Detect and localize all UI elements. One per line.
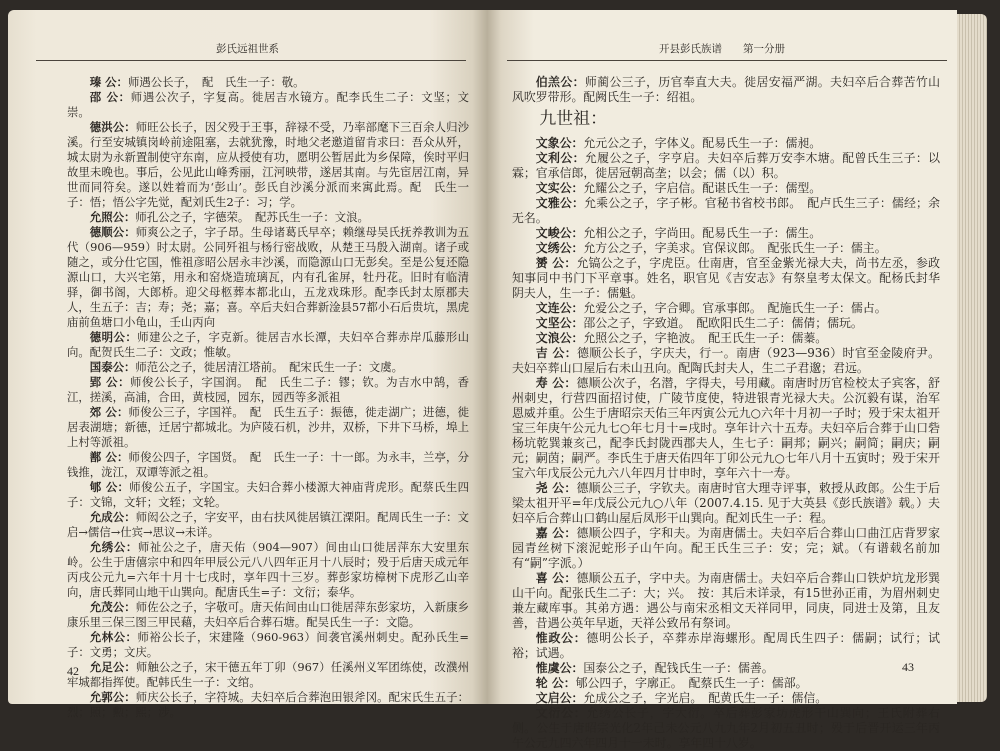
- ancestor-name: 瑧 公：: [89, 75, 128, 89]
- ancestor-name: 允郭公：: [89, 690, 136, 704]
- ancestor-name: 惟政公：: [535, 631, 587, 645]
- genealogy-entry: [67, 660, 469, 690]
- entry-text: 德顺公次子，名潜，字得夫，号用藏。南唐时历官检校太子宾客，舒州刺史，行营四面招讨使，广陵节度使，特进银青光禄大夫。公沉毅有谋，治军恩威并重。公生于唐昭宗天佑三年丙寅公元九○六年十月初一子时；殁于宋太祖开宝三年庚午公元九七○年七月十=戌时。享年计六十五寿。夫妇卒后合葬于山口砦杨坑乾巽兼亥己，配李氏封陇西郡夫人，生七子：嗣邦；嗣兴；嗣简；嗣庆；嗣元；嗣茵；嗣严。李氏生于唐天佑四年丁卯公元九○七年八月十五寅时；殁于宋开宝六年戊辰公元九六八年四月廿申时，享年六十一寿。: [512, 376, 940, 480]
- genealogy-entry: [512, 316, 940, 331]
- ancestor-name: 允成公：: [89, 510, 136, 524]
- genealogy-entry: [512, 301, 940, 316]
- entry-text: 德顺公四子，字和夫。为南唐儒士。夫妇卒后合葬山口曲江店背罗家园青丝树下滚泥蛇形子山午向。配王氏生三子：安；完；斌。（有谱载名前加有“嗣”字派。）: [512, 526, 940, 570]
- entry-text: 师遇公长子， 配 氏生一子：敬。: [127, 75, 305, 89]
- genealogy-entry: [67, 330, 469, 360]
- genealogy-entry: [512, 75, 940, 105]
- genealogy-entry: [67, 375, 469, 405]
- ancestor-name: 允照公：: [89, 210, 136, 224]
- ancestor-name: 邵 公：: [89, 90, 131, 104]
- ancestor-name: 国泰公：: [89, 360, 136, 374]
- genealogy-entry: [512, 526, 940, 571]
- ancestor-name: 允绣公：: [89, 540, 138, 554]
- running-header: 开县彭氏族谱 第一分册: [659, 43, 785, 55]
- ancestor-name: 文峻公：: [535, 226, 584, 240]
- ancestor-name: 鄯 公：: [89, 450, 129, 464]
- header-rule: [507, 60, 947, 61]
- ancestor-name: 尧 公：: [535, 481, 577, 495]
- genealogy-entry: [512, 376, 940, 481]
- ancestor-name: 文实公：: [535, 181, 584, 195]
- genealogy-entry: [512, 331, 940, 346]
- ancestor-name: 郢 公：: [89, 375, 130, 389]
- ancestor-name: 文雅公：: [535, 196, 585, 210]
- entry-text: 德明公长子，卒葬赤岸海螺形。配周氏生四子：儒嗣；试行；试裕；试遇。: [512, 631, 940, 660]
- genealogy-entry: [67, 210, 469, 225]
- entry-text: 允照公之子，字艳波。 配王氏生一子：儒蓁。: [583, 331, 828, 345]
- page-body: [67, 75, 469, 720]
- ancestor-name: 文利公：: [535, 151, 585, 165]
- entry-text: 师旺公长子，因父殁于王事，辞禄不受，乃率部麾下三百余人归沙溪。行至安城镇岗岭前途阻塞，去就犹豫，时地父老邀道留肯求曰：吾众从歼，城太尉为永新置制使守东南，应从授使有功，愿明公暂居此为乡保障，俟时平归故里未晚也。事后，公见此山峰秀丽，江河映带，遂居其南。与先宦居江南，异世而同符矣。遂以姓着而为‘彭山’。彭氏自沙溪分派而来寓此焉。配 氏生一子：悟；悟公字先觉，配刘氏生2子：习；学。: [67, 120, 469, 209]
- genealogy-entry: [512, 226, 940, 241]
- ancestor-name: 允足公：: [89, 660, 136, 674]
- entry-text: 师俊公长子，字国润。 配 氏生二子：镠；钦。为吉水中鹄，香江，搓溪，高浦，合田，黄枝园，园东，园西等多派祖: [67, 375, 469, 404]
- ancestor-name: 寿 公：: [535, 376, 577, 390]
- genealogy-entry: [512, 256, 940, 301]
- ancestor-name: 文绣公：: [535, 241, 584, 255]
- genealogy-entry: [67, 510, 469, 540]
- genealogy-entry: [67, 75, 469, 90]
- entry-text: 允履公之子，字亨启。夫妇卒后葬万安李木塘。配曾氏生三子：以霖；官承信郎，徙居冠朝高垄；以会；儒（以）积。: [512, 151, 940, 180]
- genealogy-entry: [67, 405, 469, 450]
- entry-text: 允元公之子，字体义。配易氏生一子：儒昶。: [583, 136, 822, 150]
- entry-text: 允相公之子，字尚田。配易氏生一子：儒生。: [583, 226, 822, 240]
- entry-text: 允爱公之子，字合卿。官承事郎。 配施氏生一子：儒占。: [583, 301, 887, 315]
- ancestor-name: 文衍公：: [535, 706, 587, 720]
- ancestor-name: 文浪公：: [535, 331, 584, 345]
- ancestor-name: 德明公：: [89, 330, 138, 344]
- entry-text: 师孔公之子，字德荣。 配苏氏生一子：文浪。: [135, 210, 369, 224]
- entry-text: 师佐公之子，字敬可。唐天佑间由山口徙居萍东彭家坊，入新康乡康乐里三保三图三甲民藉，夫妇卒后合葬石塘。配吴氏生一子：文隐。: [67, 600, 469, 629]
- left-page: [8, 10, 487, 719]
- ancestor-name: 惟虞公：: [535, 661, 584, 675]
- entry-text: 师裕公长子，宋建隆（960-963）间袭官溪州刺史。配孙氏生=子：文勇；文庆。: [67, 630, 469, 659]
- ancestor-name: 吉 公：: [535, 346, 577, 360]
- genealogy-entry: [512, 571, 940, 631]
- genealogy-entry: [512, 151, 940, 181]
- entry-text: 允耀公之子，字启信。配谌氏生一子：儒型。: [583, 181, 822, 195]
- genealogy-entry: [512, 196, 940, 226]
- ancestor-name: 允林公：: [89, 630, 138, 644]
- entry-text: 师闳公之子，字安平，由右扶风徙居镇江溧阳。配周氏生一子：文启→儒信→仕宾→思议→未详。: [67, 510, 469, 539]
- entry-text: 师俊公三子，字国祥。 配 氏生五子：振德，徙走湖广；进德，徙居表湖塘；新德，迁居宁都城北。为庐陵石机，沙井，双桥，下井下马桥，埠上上村等派祖。: [67, 405, 469, 449]
- genealogy-entry: [67, 480, 469, 510]
- right-page: [487, 10, 957, 750]
- entry-text: 师祉公之子，唐天佑（904—907）间由山口徙居萍东大安里东岭。公生于唐僖宗中和四年甲辰公元八八四年正月十八辰时；殁于后唐天成元年丙戌公元九=六年十月十七戌时，享年四十三岁。葬彭家坊樟树下虎形乙山辛向，唐氏葬同山地干山巽向。配唐氏生=子：文衍；泰华。: [67, 540, 469, 599]
- ancestor-name: 文象公：: [535, 136, 584, 150]
- genealogy-entry: [512, 676, 940, 691]
- intro-entries: [512, 75, 940, 105]
- entry-text: 允乘公之子，字子彬。官秘书省校书郎。 配卢氏生三子：儒经；余无名。: [512, 196, 940, 225]
- ancestor-name: 郊 公：: [89, 405, 129, 419]
- entry-text: 德顺公五子，字中夫。为南唐儒士。夫妇卒后合葬山口铁炉坑龙形巽山干向。配张氏生二子：大；兴。 按：其后未详录，有15世孙正甫，为眉州刺史兼左藏库事。其弟方遇：遇公与南宋丞相文天祥同甲，同庚，同进士及第，且友善，昔遇公英年早逝，天祥公致吊有祭词。: [512, 571, 940, 630]
- genealogy-entry: [512, 181, 940, 196]
- ancestor-name: 郇 公：: [89, 480, 130, 494]
- entry-text: 德顺公长子，字庆夫，行一。南唐（923—936）时官至金陵府尹。夫妇卒葬山口屋后右未山丑向。配陶氏封夫人，生二子君邈；君远。: [512, 346, 940, 375]
- entry-text: 允方公之子，字美求。官保议郎。 配张氏生一子：儒主。: [583, 241, 887, 255]
- genealogy-entry: [67, 540, 469, 600]
- page-number: 43: [902, 660, 914, 674]
- ancestor-name: 德洪公：: [89, 120, 136, 134]
- ancestor-name: 德顺公：: [89, 225, 136, 239]
- genealogy-entry: [67, 90, 469, 120]
- genealogy-entry: [512, 661, 940, 676]
- entry-text: 德顺公三子，字钦夫。南唐时官大理寺评事，敕授从政郎。公生于后梁太祖开平=年戊辰公元九○八年（2007.4.15. 见于大英县《彭氏族谱》载。）夫妇卒后合葬山口鹤山屋后凤形干山巽向。配刘氏生一子：程。: [512, 481, 940, 525]
- genealogy-entry: [67, 450, 469, 480]
- page-body: [512, 75, 940, 751]
- genealogy-entry: [512, 136, 940, 151]
- entry-text: 师俊公五子，字国宝。夫妇合葬小楼源大神庙背虎形。配蔡氏生四子：文锦，文轩；文轾；文轮。: [67, 480, 469, 509]
- entry-text: 师庆公长子，字符城。夫妇卒后合葬泡田银斧冈。配宋氏生五子：烈；照；勲；熙；涉。: [67, 690, 469, 719]
- ancestor-name: 喜 公：: [535, 571, 577, 585]
- ancestor-name: 文坚公：: [535, 316, 584, 330]
- genealogy-entry: [512, 691, 940, 706]
- entry-text: 师遇公次子，字复高。徙居吉水镜方。配李氏生二子：文坚；文崇。: [67, 90, 469, 119]
- genealogy-entry: [512, 346, 940, 376]
- entry-text: 师俊公四子，字国贤。 配 氏生一子：十一郎。为永丰，兰亭，分钱推，泷江，双谭等派之祖。: [67, 450, 469, 479]
- genealogy-entry: [67, 120, 469, 210]
- genealogy-entry: [67, 360, 469, 375]
- page-edges: [957, 14, 987, 702]
- entry-text: 郇公四子，字廓正。 配蔡氏生一子：儒部。: [575, 676, 808, 690]
- ancestor-name: 伯羔公：: [535, 75, 585, 89]
- genealogy-entry: [512, 481, 940, 526]
- entry-text: 允成公之子，字光启。 配黄氏生一子：儒信。: [583, 691, 828, 705]
- entry-text: 师蔺公三子，历官奉直大夫。徙居安福严湖。夫妇卒后合葬苦竹山风吹罗带形。配阙氏生一子：绍祖。: [512, 75, 940, 104]
- entry-text: 国泰公之子，配钱氏生一子：儒善。: [583, 661, 774, 675]
- entry-text: 允镐公之子，字虎臣。仕南唐，官至金紫光禄大夫，尚书左丞，参政知事同中书门下平章事。姓名，职官见《吉安志》有祭皇考太保文。配杨氏封华阴夫人，生一子：儒魁。: [512, 256, 940, 300]
- genealogy-entry: [512, 706, 940, 751]
- header-rule: [36, 60, 466, 61]
- entry-text: 师建公之子，字克新。徙居吉水长潭，夫妇卒合葬赤岸瓜藤形山向。配贺氏生二子：文政；惟敏。: [67, 330, 469, 359]
- entry-text: 允绣公长子，字大衍。卒后葬彭家坊虎形干山巽向；王氏附葬右侧。公生于唐昭宗光化2年己未公元八九九年2月初五丑时；殁于后晋开运三年丙午公元九四六年四月十一未时。享年四十八岁。: [512, 706, 940, 750]
- ancestor-name: 允茂公：: [89, 600, 136, 614]
- ancestor-name: 文连公：: [535, 301, 584, 315]
- entry-text: 师范公之子，徙居清江塔前。 配宋氏生一子：文虞。: [135, 360, 404, 374]
- ancestor-name: 赟 公：: [535, 256, 577, 270]
- page-number: 42: [67, 664, 79, 678]
- genealogy-entry: [67, 225, 469, 330]
- ancestor-name: 文启公：: [535, 691, 584, 705]
- entry-text: 邵公之子，字致道。 配欧阳氏生二子：儒倩；儒玩。: [583, 316, 863, 330]
- ancestor-name: 嘉 公：: [535, 526, 577, 540]
- ancestor-name: 轮 公：: [535, 676, 576, 690]
- running-header: 彭氏远祖世系: [216, 43, 279, 55]
- entry-text: 师触公之子，宋干德五年丁卯（967）任溪州义军团练使，改濮州牢城都指挥使。配韩氏生一子：文绾。: [67, 660, 469, 689]
- genealogy-entry: [512, 241, 940, 256]
- entry-text: 师爽公之子，字子昂。生母诸葛氏早卒；赖继母吴氏抚养教训为五代（906—959）时太尉。公同歼祖与杨行密战败，从楚王马殷入湖南。诸子或随之，或分仕它国，惟祖彦昭公居永丰沙溪，而隐源山口无彭矣。至是公复还隐源山口，大兴宅第，用永和窑烧造琉璃瓦，内有孔雀屏，牡丹花。旧时有临清驿，御书阁，大郎桥。迎父母柩葬本都北山，五龙戏珠形。配李氏封太原郡夫人，生五子：吉；寿；尧；嘉；喜。卒后夫妇合葬新淦县57都小石后贵坑，黑虎庙前鱼塘口小龟山，壬山丙向: [67, 225, 469, 329]
- section-heading: 九世祖：: [539, 109, 608, 129]
- genealogy-entry: [512, 631, 940, 661]
- genealogy-entry: [67, 600, 469, 630]
- entries: [512, 136, 940, 751]
- genealogy-entry: [67, 630, 469, 660]
